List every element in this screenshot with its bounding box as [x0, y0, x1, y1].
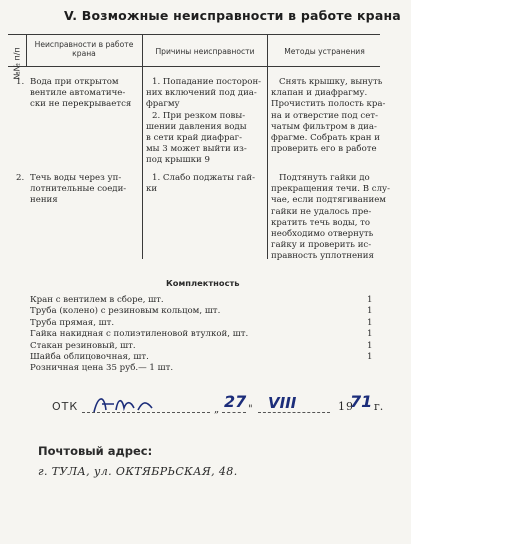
otk-line [52, 400, 78, 413]
inspector-signature [90, 392, 160, 416]
kit-item-qty: 1 [367, 295, 373, 305]
kit-item-label: Гайка накидная с полиэтиленовой втулкой, шт. [30, 329, 249, 340]
malfunctions-table [8, 34, 390, 262]
kit-item-qty: 1 [367, 329, 373, 340]
retail-price: Розничная цена 35 руб.— 1 шт. [30, 363, 174, 374]
list-item [30, 318, 380, 329]
otk-label: ОТК [52, 400, 79, 413]
kit-item-label: Труба прямая, шт. [30, 317, 115, 328]
list-item [30, 306, 380, 317]
kit-item-label: Труба (колено) с резиновым кольцом, шт. [30, 306, 221, 317]
row-2-malfunction: Течь воды через уп- лотнительные соеди- нения [30, 173, 127, 206]
date-quote: „ [214, 404, 220, 415]
header-causes: Причины неисправности [155, 47, 255, 56]
kit-item-qty: 1 [367, 340, 373, 351]
kit-item-qty: 1 [367, 351, 373, 362]
year-suffix: 71 [350, 392, 373, 411]
list-item [30, 329, 380, 340]
row-1-number: 1. [16, 77, 25, 87]
header-malfunction: Неисправности в работе крана [34, 40, 134, 58]
row-1-causes: 1. Попадание посторон- них включений под диа- фрагму 2. При резком повы- шении давления воды в сети край диафраг- мы 3 может выйти из- под крышки 9 [146, 77, 262, 166]
list-item [30, 352, 380, 363]
address-label: Почтовый адрес: [38, 444, 153, 458]
kit-item-label: Шайба облицовочная, шт. [30, 351, 149, 362]
date-month: VIII [268, 394, 297, 412]
col-divider-3 [267, 34, 268, 259]
header-num: №№ п/п [12, 47, 22, 80]
kit-item-qty: 1 [367, 306, 373, 317]
year-suffix-g: г. [374, 400, 384, 413]
kit-list [30, 295, 380, 375]
month-line [258, 412, 330, 413]
table-top-rule [8, 34, 380, 35]
table-header-rule [8, 66, 380, 67]
year-prefix: 19 [338, 400, 354, 413]
col-divider-2 [142, 34, 143, 259]
kit-item-qty: 1 [367, 317, 373, 328]
row-2-remedies: Подтянуть гайки до прекращения течи. В слу- чае, если подтягиванием гайки не удалось пре- кратить течь воды, то необходимо отвернуть гайку и проверить ис- правность уплотнения [271, 173, 390, 262]
address-text: г. ТУЛА, ул. ОКТЯБРЬСКАЯ, 48. [38, 465, 238, 478]
header-remedies: Методы устранения [284, 47, 365, 56]
section-title: V. Возможные неисправности в работе крана [64, 8, 401, 23]
date-quote-close: " [248, 404, 253, 415]
kit-item-label: Кран с вентилем в сборе, шт. [30, 295, 164, 305]
kit-heading: Комплектность [166, 278, 240, 288]
row-2-number: 2. [16, 173, 25, 183]
date-day: 27 [224, 392, 247, 411]
row-1-malfunction: Вода при открытом вентиле автоматиче- ски не перекрывается [30, 77, 132, 110]
list-item [30, 295, 380, 306]
list-item [30, 341, 380, 352]
col-divider-1 [26, 34, 27, 66]
row-2-causes: 1. Слабо поджаты гай- ки [146, 173, 255, 195]
row-1-remedies: Снять крышку, вынуть клапан и диафрагму. Прочистить полость кра- на и отверстие под сет- чатым фильтром в диа- фрагме. Собрать кран и проверить его в работе [271, 77, 386, 155]
kit-item-label: Стакан резиновый, шт. [30, 340, 136, 351]
day-line [222, 412, 246, 413]
